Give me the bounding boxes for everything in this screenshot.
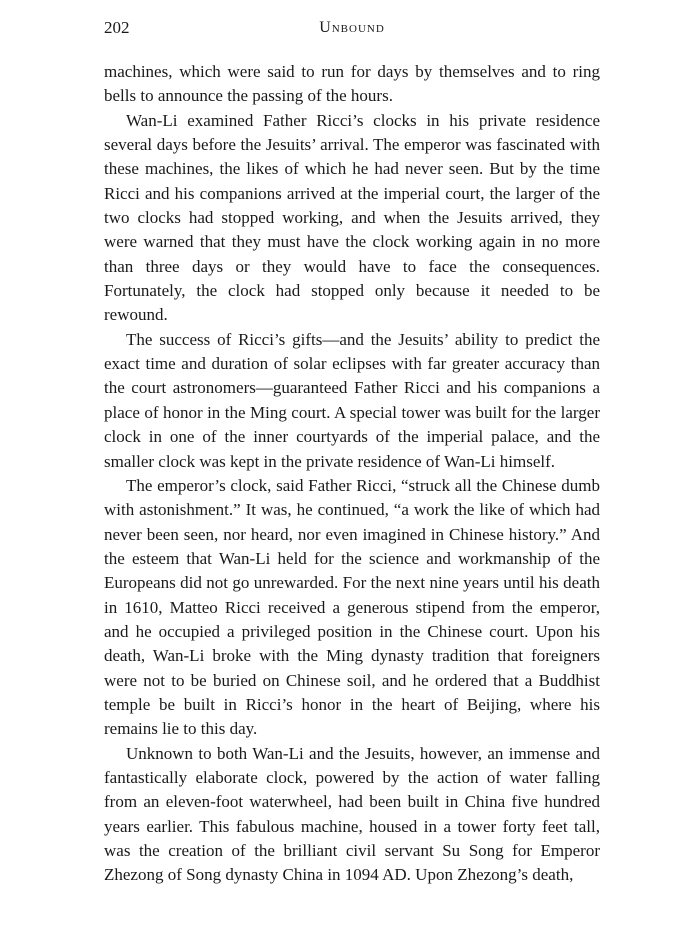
- paragraph: The success of Ricci’s gifts—and the Jesuits’ ability to predict the exact time and duration of solar eclipses with far greater accuracy than the court astronomers—guaranteed Father Ricci and his companions a place of honor in the Ming court. A special tower was built for the larger clock in one of the inner courtyards of the imperial palace, and the smaller clock was kept in the private residence of Wan-Li himself.: [104, 329, 600, 471]
- paragraph: The emperor’s clock, said Father Ricci, “struck all the Chinese dumb with astonishment.” It was, he continued, “a work the like of which had never been seen, nor heard, nor even imagined in Chinese history.” And the esteem that Wan-Li held for the science and workmanship of the Europeans did not go unrewarded. For the next nine years until his death in 1610, Matteo Ricci received a generous stipend from the emperor, and he occupied a privileged position in the Chinese court. Upon his death, Wan-Li broke with the Ming dynasty tradition that foreigners were not to be buried on Chinese soil, and he ordered that a Buddhist temple be built in Ricci’s honor in the heart of Beijing, where his remains lie to this day.: [104, 475, 600, 739]
- paragraph: Wan-Li examined Father Ricci’s clocks in his private residence several days before the Jesuits’ arrival. The emperor was fascinated with these machines, the likes of which he had never seen. But by the time Ricci and his companions arrived at the imperial court, the larger of the two clocks had stopped working, and when the Jesuits arrived, they were warned that they must have the clock working again in no more than three days or they would have to face the consequences. Fortunately, the clock had stopped only because it needed to be rewound.: [104, 110, 600, 325]
- paragraph-continued: machines, which were said to run for days by themselves and to ring bells to announce the passing of the hours.: [104, 62, 600, 106]
- running-title: Unbound: [319, 19, 385, 36]
- paragraph: Unknown to both Wan-Li and the Jesuits, however, an immense and fantastically elaborate clock, powered by the action of water falling from an eleven-foot waterwheel, had been built in China five hundred years earlier. This fabulous machine, housed in a tower forty feet tall, was the creation of the brilliant civil servant Su Song for Emperor Zhezong of Song dynasty China in 1094 AD. Upon Zhezong’s death,: [104, 743, 600, 885]
- page-number: 202: [104, 18, 130, 37]
- running-head: [104, 17, 600, 39]
- body-text: [104, 60, 600, 888]
